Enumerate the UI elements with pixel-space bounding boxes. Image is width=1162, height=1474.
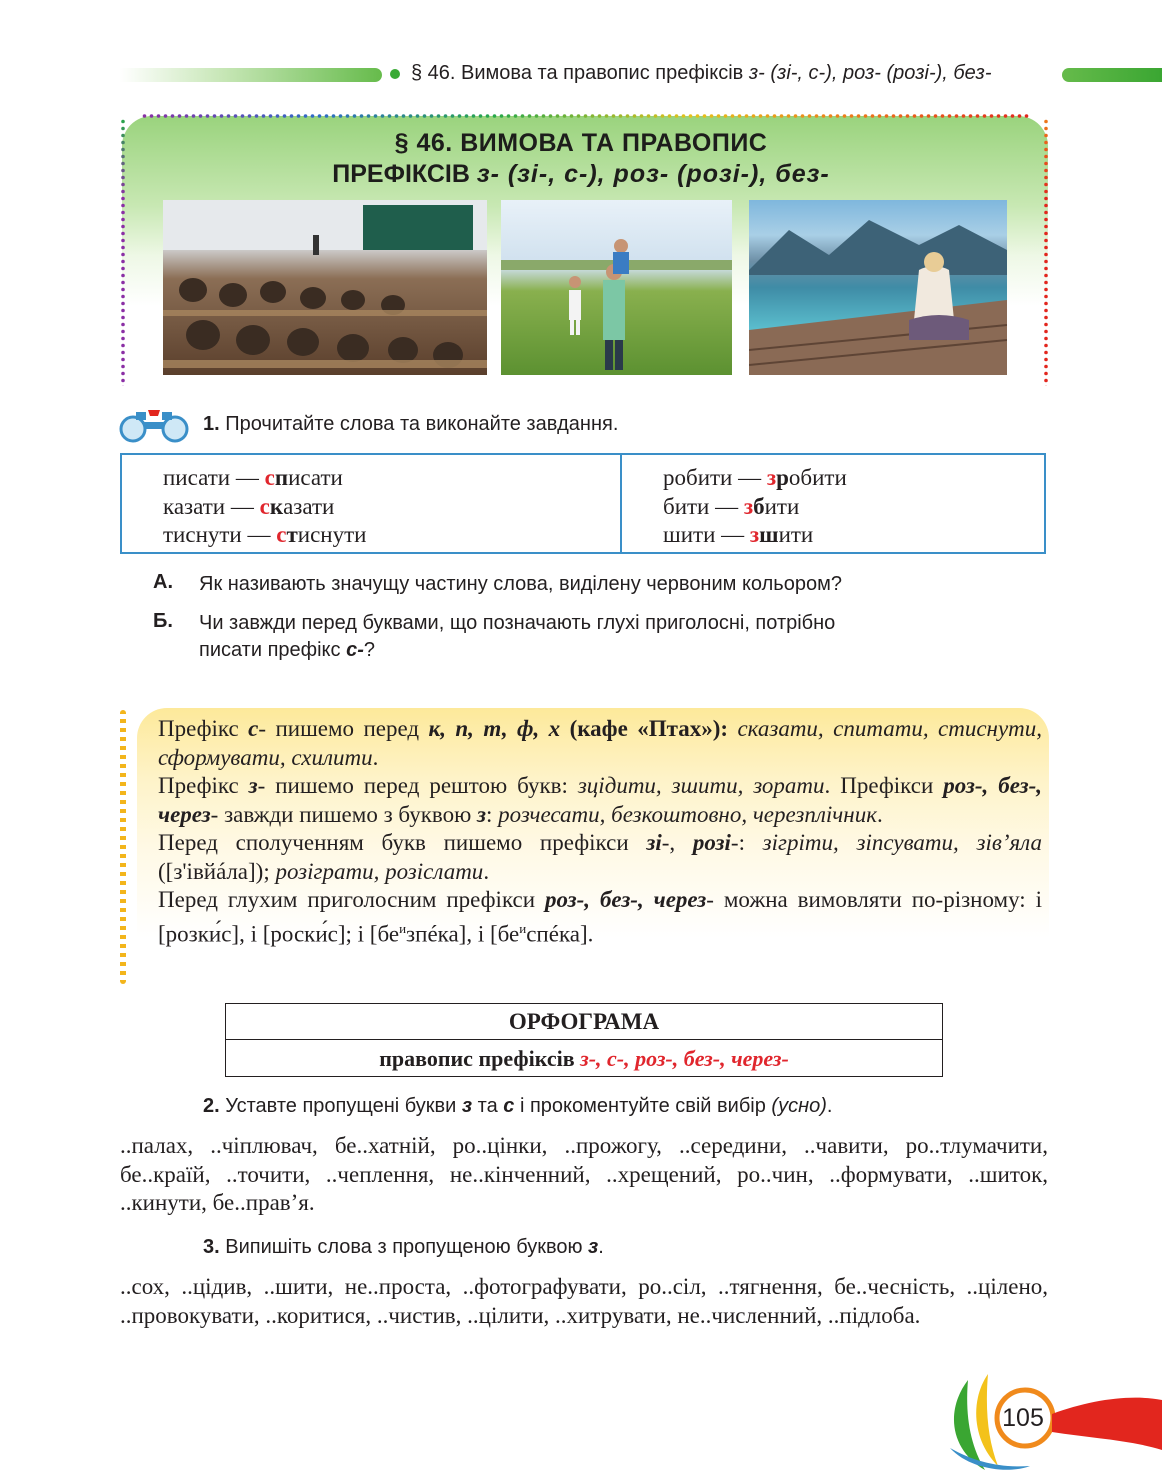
word-letter: п (274, 465, 289, 490)
section-title-line1: § 46. ВИМОВА ТА ПРАВОПИС (394, 129, 768, 157)
photo-lake-mountains (749, 200, 1007, 375)
word-rest: ити (778, 522, 814, 547)
orthogram-table (225, 1003, 943, 1077)
exercise-1-instruction: Прочитайте слова та виконайте завдання. (225, 413, 619, 435)
rule-segment: з (477, 801, 487, 827)
running-header-main: § 46. Вимова та правопис префіксів (411, 62, 749, 84)
banner-dots-left (118, 118, 128, 386)
header-bar-left (120, 68, 382, 82)
section-title-prefix: ПРЕФІКСІВ (332, 160, 470, 188)
banner-dots-top (120, 112, 1050, 120)
word-pairs-left (163, 464, 366, 550)
word-prefix: с (264, 465, 275, 490)
rule-segment: Перед глухим приголосним префікси (158, 887, 545, 912)
word-pair (663, 493, 847, 522)
rule-segment: з (248, 773, 258, 798)
question-b-letter: Б. (153, 610, 173, 632)
rule-segment: розі (692, 830, 731, 855)
exercise-1-number: 1. (203, 413, 220, 435)
rule-text (158, 715, 1042, 949)
word-base: тиснути — (163, 522, 277, 547)
rule-segment: и (519, 920, 527, 936)
exercise-2-number: 2. (203, 1095, 220, 1117)
word-pair (163, 493, 366, 522)
word-letter: к (269, 493, 284, 519)
word-base: шити — (663, 522, 750, 547)
rule-segment: . (483, 858, 490, 884)
rule-segment: - пишемо перед (258, 716, 429, 741)
word-base: робити — (663, 465, 767, 490)
rule-segment: сказати, спитати, стиснути, сформувати, схилити (158, 716, 1043, 770)
word-letter: р (776, 465, 789, 490)
orthogram-text (226, 1040, 942, 1076)
rule-segment: и (399, 920, 407, 936)
orthogram-title: ОРФОГРАМА (226, 1004, 942, 1040)
rule-segment: - пишемо перед рештою букв: (257, 773, 578, 798)
rule-segment: . (372, 744, 379, 770)
running-header-italic: з- (зі-, с-), роз- (розі-), без- (748, 62, 992, 84)
rule-segment: тах»): (666, 716, 738, 741)
rule-segment: Префікс (158, 716, 249, 741)
header-bar-right (1062, 68, 1162, 82)
question-b-end: ? (363, 639, 376, 661)
word-pairs-right (663, 464, 847, 550)
exercise-2-letter-s: с (503, 1095, 515, 1117)
rule-segment: -, (661, 830, 693, 855)
question-a-text: Як називають значущу частину слова, виділену червоним кольором? (199, 573, 842, 595)
word-pair (163, 464, 366, 493)
header-bullet-icon (390, 69, 400, 79)
word-letter: б (753, 493, 765, 519)
rule-segment: зцідити, зшити, зорати (577, 773, 825, 798)
exercise-1-heading (203, 413, 618, 436)
rule-paragraph (158, 886, 1042, 949)
word-base: казати — (163, 493, 260, 519)
question-b-line1: Чи завжди перед буквами, що позначають глухі приголосні, потрібно (199, 612, 836, 634)
exercise-2-heading (203, 1095, 832, 1118)
exercise-3-letter-z: з (588, 1236, 599, 1258)
word-pair (163, 521, 366, 550)
page-number: 105 (1002, 1404, 1044, 1432)
rule-segment: - можна вимовляти по-різному: і [розки́с], і [роски́с]; і [бе (158, 887, 1042, 947)
rule-segment: зігріти, зіпсувати, зів’яла (762, 830, 1042, 855)
word-letter: ш (759, 522, 779, 547)
photo-family-field (501, 200, 732, 375)
exercise-3-heading (203, 1236, 604, 1259)
rule-segment: розіграти, розіслати (275, 858, 484, 884)
rule-paragraph (158, 715, 1042, 772)
exercise-3-text: ..сох, ..цідив, ..шити, не..проста, ..фотографувати, ро..сіл, ..тягнення, бе..чесність, ..цілено, ..провокувати, ..коритися, ..чистив, ..цілити, ..хитрувати, не..численний, ..підлоба. (120, 1274, 1048, 1328)
word-base: писати — (163, 465, 265, 490)
banner-dots-right (1041, 118, 1051, 386)
exercise-3-number: 3. (203, 1236, 220, 1258)
rule-segment: зі (646, 830, 662, 855)
running-header (411, 62, 991, 85)
rule-paragraph (158, 829, 1042, 886)
word-prefix: з (743, 493, 754, 519)
exercise-2-instruction-end: . (826, 1095, 833, 1117)
rule-segment: розчесати, безкоштовно, черезплічник (498, 801, 877, 827)
word-pairs-divider (620, 455, 622, 552)
word-prefix: с (259, 493, 270, 519)
rule-segment: роз-, без-, через (158, 773, 1042, 827)
rule-paragraph (158, 772, 1042, 829)
binoculars-icon (118, 404, 190, 444)
orthogram-text-prefix: правопис префіксів (379, 1046, 581, 1071)
rule-segment: Префікс (158, 773, 249, 798)
rule-segment: : (486, 801, 499, 827)
word-prefix: з (766, 465, 777, 490)
rule-segment: - завжди пишемо з буквою (210, 801, 478, 827)
question-b-text (199, 610, 1019, 664)
section-title-line2 (0, 160, 1162, 189)
rule-segment: . (876, 801, 883, 827)
word-rest: ити (764, 493, 800, 519)
exercise-2-letter-z: з (461, 1095, 473, 1117)
exercise-3-instruction: Випишіть слова з пропущеною буквою (225, 1236, 589, 1258)
question-b-prefix: с- (346, 639, 364, 661)
rule-segment: -: (730, 830, 763, 855)
exercise-2-instruction-mid: та (472, 1095, 504, 1117)
word-base: бити — (663, 493, 744, 519)
exercise-2-instruction: Уставте пропущені букви (225, 1095, 462, 1117)
word-rest: исати (288, 465, 343, 490)
question-a-letter: А. (153, 571, 173, 593)
rule-segment: зпéка], і [бе (406, 921, 520, 947)
word-pair (663, 464, 847, 493)
orthogram-prefixes: з-, с-, роз-, без-, через- (580, 1046, 789, 1071)
word-rest: иснути (297, 522, 367, 547)
word-prefix: з (749, 522, 760, 547)
word-rest: обити (788, 465, 847, 490)
rule-segment: роз-, без-, через (544, 887, 707, 912)
word-rest: азати (283, 493, 335, 519)
rule-box-dots (120, 710, 126, 984)
exercise-2-instruction-post: і прокоментуйте свій вибір (514, 1095, 772, 1117)
word-letter: т (286, 522, 298, 547)
rule-segment: (кафе « (560, 716, 649, 741)
rule-segment: к, п, т, ф, х (428, 716, 561, 741)
rule-segment: П (648, 716, 667, 741)
word-pairs-table (120, 453, 1046, 554)
rule-segment: . Префікси (824, 773, 944, 798)
photo-lecture-hall (163, 200, 487, 375)
exercise-3-instruction-end: . (598, 1236, 604, 1258)
exercise-2-text: ..палах, ..чіплювач, бе..хатній, ро..цінки, ..прожогу, ..середини, ..чавити, ро..тлумачити, бе..країй, ..точити, ..чеплення, не..кінченний, ..хрещений, ро..чин, ..формувати, ..шиток, ..кинути, бе..прав’я. (120, 1133, 1048, 1215)
rule-segment: Перед сполученням букв пишемо префікси (158, 830, 647, 855)
rule-segment: спéка]. (526, 921, 594, 947)
rule-segment: ([з'івйáла]); (158, 858, 276, 884)
word-prefix: с (276, 522, 287, 547)
rule-segment: с (248, 716, 259, 741)
question-b-line2: писати префікс (199, 639, 347, 661)
page-number-logo (940, 1370, 1162, 1474)
word-pair (663, 521, 847, 550)
section-title-prefixes: з- (зі-, с-), роз- (розі-), без- (476, 160, 830, 188)
exercise-2-oral-note: (усно) (771, 1095, 827, 1117)
